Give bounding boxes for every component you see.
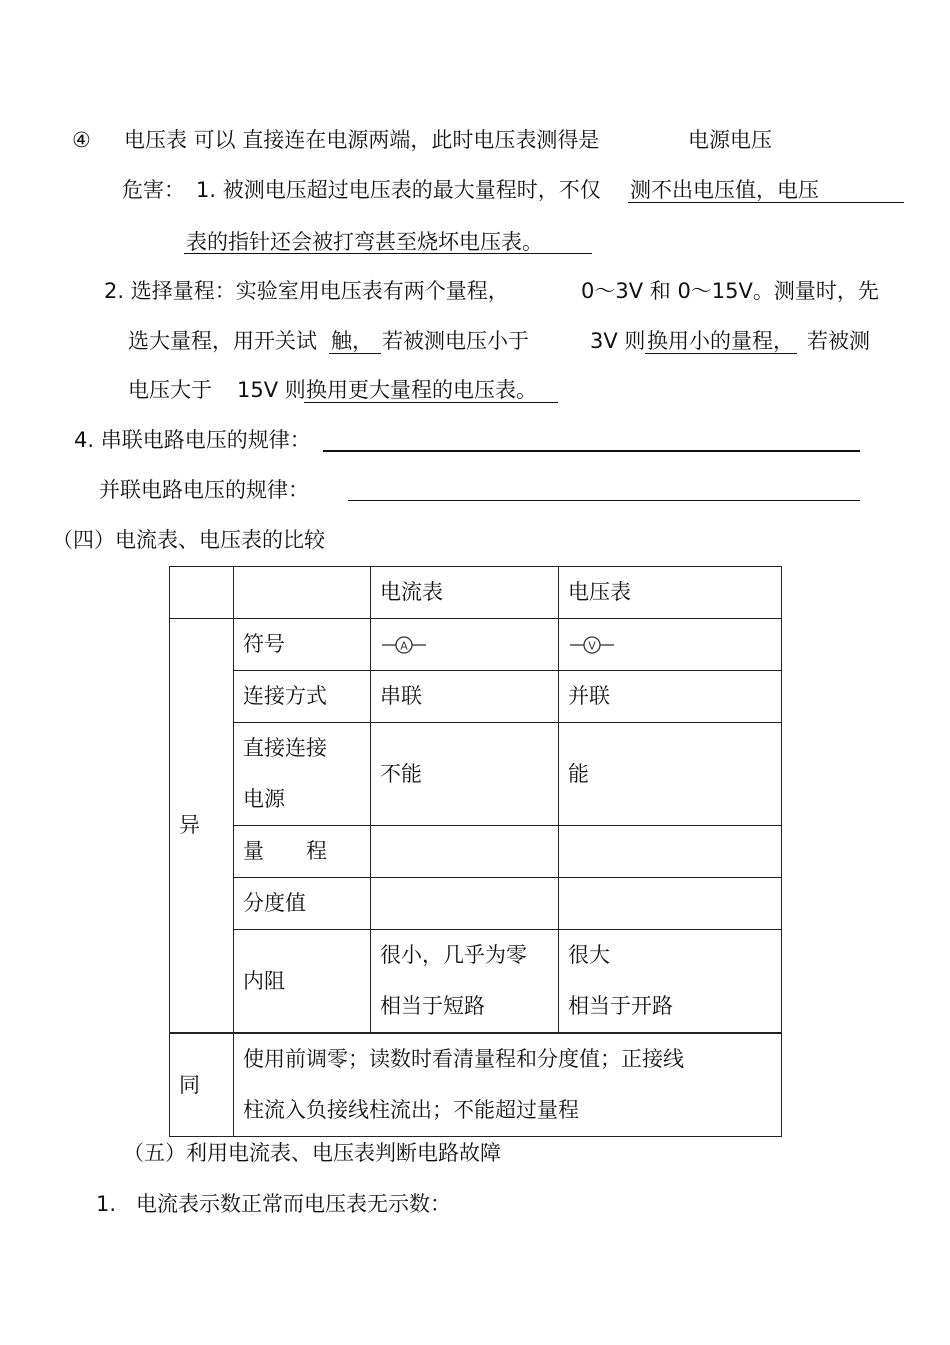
row-voltmeter-value: [559, 878, 782, 930]
row-ammeter-value: [371, 878, 559, 930]
table-row: [170, 619, 782, 671]
row-ammeter-value: 串联: [371, 671, 559, 723]
range-line2-answer1: 触，: [331, 329, 373, 353]
hazard-answer-underline1: [628, 202, 904, 203]
row-voltmeter-value: 能: [559, 723, 782, 826]
range-line2-c: 3V 则: [590, 329, 646, 353]
range-line2-answer2: 换用小的量程，: [647, 329, 794, 353]
hazard-answer-underline2: [184, 253, 592, 254]
section-4-title: （四）电流表、电压表的比较: [52, 528, 325, 552]
row-attr: [234, 723, 371, 826]
range-line1-a: 2. 选择量程：实验室用电压表有两个量程，: [104, 279, 509, 303]
series-rule-blank: [323, 450, 860, 452]
row-attr-line2: 电源: [243, 787, 285, 811]
item-4-text: 电压表 可以 直接连在电源两端，此时电压表测得是: [124, 128, 600, 152]
svg-text:V: V: [588, 639, 596, 653]
row-attr: 分度值: [234, 878, 371, 930]
svg-text:A: A: [400, 639, 408, 653]
range-line2-underline2: [645, 353, 797, 354]
section-5-title: （五）利用电流表、电压表判断电路故障: [123, 1141, 501, 1165]
same-line1: 使用前调零；读数时看清量程和分度值；正接线: [243, 1047, 684, 1071]
header-blank-1: [170, 567, 234, 619]
row-ammeter-value: 不能: [371, 723, 559, 826]
range-line2-underline1: [329, 353, 381, 354]
range-line3-b: 15V 则: [237, 378, 306, 402]
same-line2: 柱流入负接线柱流出；不能超过量程: [243, 1098, 579, 1122]
range-line2-d: 若被测: [807, 329, 870, 353]
same-label: 同: [170, 1033, 234, 1137]
range-line2-b: 若被测电压小于: [382, 329, 529, 353]
parallel-rule-label: 并联电路电压的规律：: [99, 478, 309, 502]
row-ammeter-line2: 相当于短路: [380, 994, 485, 1018]
series-rule-label: 4. 串联电路电压的规律：: [74, 428, 311, 452]
row-attr: 符号: [234, 619, 371, 671]
row-attr: 连接方式: [234, 671, 371, 723]
voltmeter-symbol-icon: [568, 633, 620, 657]
range-line2-a: 选大量程，用开关试: [128, 329, 317, 353]
hazard-answer-part2: 表的指针还会被打弯甚至烧坏电压表。: [186, 230, 543, 254]
range-line3-a: 电压大于: [128, 378, 212, 402]
comparison-table: [169, 566, 782, 1137]
ammeter-symbol-icon: [380, 633, 432, 657]
diff-label: 异: [170, 619, 234, 1034]
header-ammeter: 电流表: [371, 567, 559, 619]
row-attr: 内阻: [234, 930, 371, 1034]
row-voltmeter-value: 并联: [559, 671, 782, 723]
table-row: [170, 826, 782, 878]
hazard-answer-part1: 测不出电压值，电压: [630, 178, 819, 202]
item-4-marker: ④: [72, 128, 91, 152]
hazard-label: 危害：: [122, 178, 185, 202]
parallel-rule-blank: [348, 500, 860, 501]
table-row: [170, 930, 782, 1034]
table-row: [170, 1033, 782, 1137]
table-row: [170, 878, 782, 930]
range-line1-b: 0～3V 和 0～15V。测量时，先: [581, 279, 879, 303]
table-row: [170, 671, 782, 723]
row-voltmeter-value: [559, 930, 782, 1034]
voltmeter-symbol-cell: [559, 619, 782, 671]
row-attr-line1: 直接连接: [243, 736, 327, 760]
table-header-row: [170, 567, 782, 619]
range-line3-answer: 换用更大量程的电压表。: [306, 378, 537, 402]
ammeter-symbol-cell: [371, 619, 559, 671]
header-voltmeter: 电压表: [559, 567, 782, 619]
row-voltmeter-line1: 很大: [568, 943, 610, 967]
same-content: [234, 1033, 782, 1137]
header-blank-2: [234, 567, 371, 619]
row-ammeter-value: [371, 826, 559, 878]
fault-item-1: 1. 电流表示数正常而电压表无示数：: [96, 1192, 452, 1216]
table-row: [170, 723, 782, 826]
row-attr: 量 程: [234, 826, 371, 878]
row-ammeter-line1: 很小，几乎为零: [380, 943, 527, 967]
range-line3-underline: [304, 402, 558, 403]
item-4-answer: 电源电压: [688, 128, 772, 152]
row-voltmeter-value: [559, 826, 782, 878]
hazard-text: 1. 被测电压超过电压表的最大量程时，不仅: [196, 178, 601, 202]
row-voltmeter-line2: 相当于开路: [568, 994, 673, 1018]
row-ammeter-value: [371, 930, 559, 1034]
